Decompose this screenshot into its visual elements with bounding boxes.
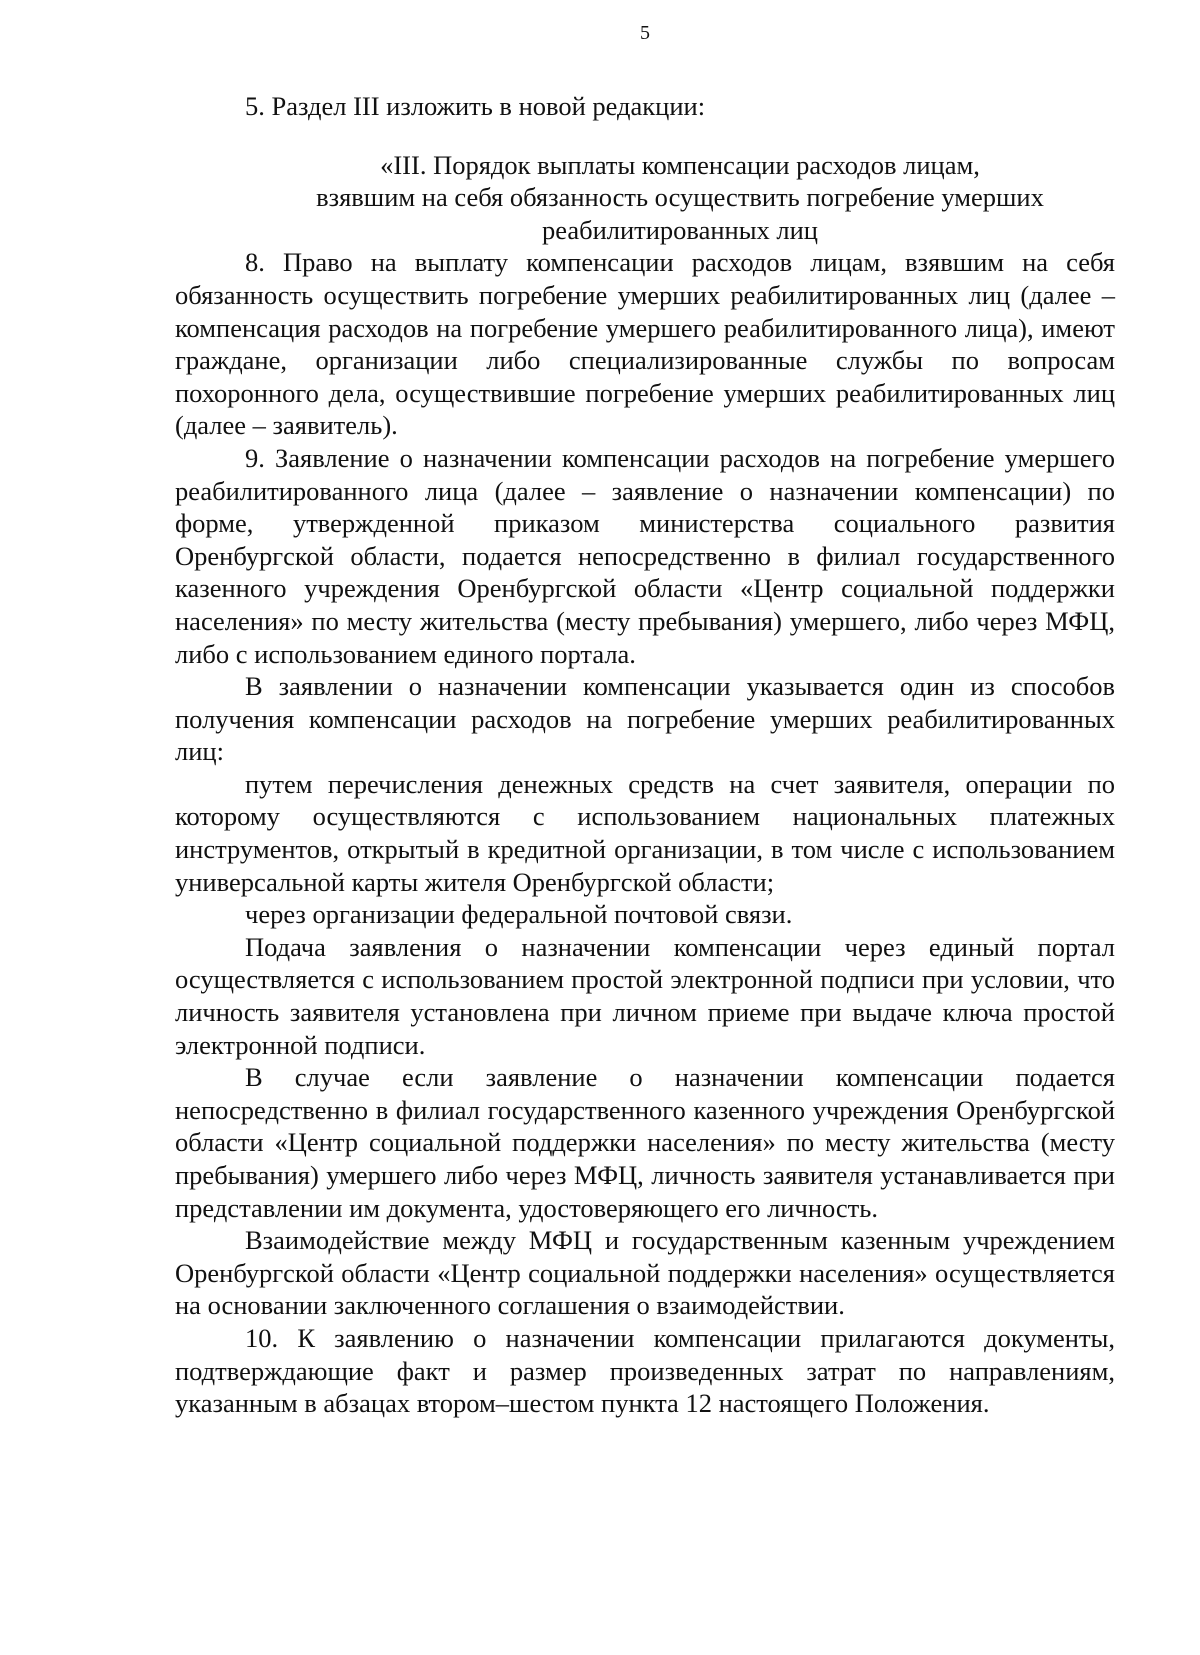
paragraph-bank-transfer: путем перечисления денежных средств на счет заявителя, операции по которому осуществляются с использованием национальных платежных инструментов, открытый в кредитной организации, в том числе с использованием универсальной карты жителя Оренбургской области; — [175, 768, 1115, 897]
paragraph-9: 9. Заявление о назначении компенсации расходов на погребение умершего реабилитированного лица (далее – заявление о назначении компенсации) по форме, утвержденной приказом министерства социального развития Оренбургской области, подается непосредственно в филиал государственного казенного учреждения Оренбургской области «Центр социальной поддержки населения» по месту жительства (месту пребывания) умершего, либо через МФЦ, либо с использованием единого портала. — [175, 442, 1115, 669]
page-number: 5 — [640, 22, 650, 44]
section-heading — [175, 149, 1115, 247]
paragraph-payment-methods: В заявлении о назначении компенсации указывается один из способов получения компенсации расходов на погребение умерших реабилитированных лиц: — [175, 671, 1115, 767]
amendment-lead: 5. Раздел III изложить в новой редакции: — [245, 91, 706, 121]
paragraph-8: 8. Право на выплату компенсации расходов лицам, взявшим на себя обязанность осуществить погребение умерших реабилитированных лиц (далее – компенсация расходов на погребение умершего реабилитированного лица), имеют граждане, организации либо специализированные службы по вопросам похоронного дела, осуществившие погребение умерших реабилитированных лиц (далее – заявитель). — [175, 247, 1115, 441]
paragraph-in-person-submission: В случае если заявление о назначении компенсации подается непосредственно в филиал государственного казенного учреждения Оренбургской области «Центр социальной поддержки населения» по месту жительства (месту пребывания) умершего либо через МФЦ, личность заявителя устанавливается при представлении им документа, удостоверяющего его личность. — [175, 1062, 1115, 1223]
document-body — [175, 90, 1115, 1420]
section-heading-line-3: реабилитированных лиц — [542, 214, 818, 245]
paragraph-portal-submission: Подача заявления о назначении компенсации через единый портал осуществляется с использованием простой электронной подписи при условии, что личность заявителя установлена при личном приеме при выдаче ключа простой электронной подписи. — [175, 931, 1115, 1060]
paragraph-10: 10. К заявлению о назначении компенсации прилагаются документы, подтверждающие факт и размер произведенных затрат по направлениям, указанным в абзацах втором–шестом пункта 12 настоящего Положения. — [175, 1322, 1115, 1419]
section-heading-line-1: «III. Порядок выплаты компенсации расходов лицам, — [380, 149, 980, 180]
paragraph-postal: через организации федеральной почтовой связи. — [245, 899, 793, 930]
section-heading-line-2: взявшим на себя обязанность осуществить погребение умерших — [316, 182, 1044, 213]
paragraph-interaction: Взаимодействие между МФЦ и государственным казенным учреждением Оренбургской области «Центр социальной поддержки населения» осуществляется на основании заключенного соглашения о взаимодействии. — [175, 1225, 1115, 1321]
